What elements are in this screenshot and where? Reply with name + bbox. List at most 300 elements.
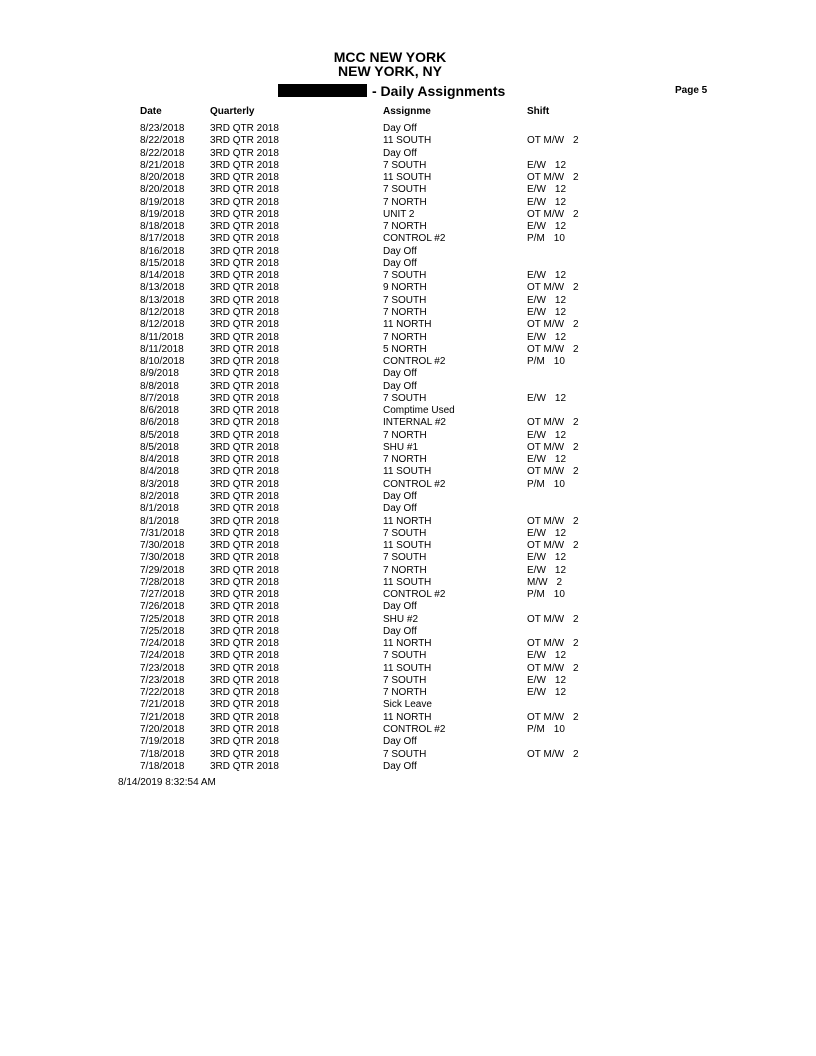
cell-assignment: 7 NORTH: [383, 196, 427, 208]
cell-date: 8/7/2018: [140, 392, 179, 404]
cell-date: 7/18/2018: [140, 748, 185, 760]
cell-date: 8/9/2018: [140, 368, 179, 380]
cell-quarterly: 3RD QTR 2018: [210, 429, 279, 441]
table-row: [0, 528, 816, 540]
cell-quarterly: 3RD QTR 2018: [210, 135, 279, 147]
cell-date: 8/22/2018: [140, 147, 185, 159]
cell-quarterly: 3RD QTR 2018: [210, 282, 279, 294]
cell-assignment: Day Off: [383, 736, 417, 748]
cell-shift-code: E/W: [527, 552, 546, 564]
cell-shift-code: OT M/W: [527, 441, 565, 453]
table-row: [0, 197, 816, 209]
cell-shift-code: E/W: [527, 159, 546, 171]
cell-shift-code: E/W: [527, 306, 546, 318]
cell-quarterly: 3RD QTR 2018: [210, 576, 279, 588]
cell-date: 7/20/2018: [140, 724, 185, 736]
cell-quarterly: 3RD QTR 2018: [210, 711, 279, 723]
cell-shift: [527, 430, 566, 442]
cell-shift: [527, 749, 579, 761]
cell-date: 7/22/2018: [140, 687, 185, 699]
cell-shift: [527, 601, 536, 613]
cell-shift-code: P/M: [527, 589, 545, 601]
cell-assignment: Day Off: [383, 123, 417, 134]
table-row: [0, 626, 816, 638]
cell-shift-code: M/W: [527, 576, 548, 588]
cell-shift-code: OT M/W: [527, 748, 565, 760]
cell-quarterly: 3RD QTR 2018: [210, 466, 279, 478]
cell-quarterly: 3RD QTR 2018: [210, 368, 279, 380]
table-row: [0, 552, 816, 564]
cell-assignment: 9 NORTH: [383, 282, 427, 294]
cell-shift-code: E/W: [527, 270, 546, 282]
cell-date: 7/24/2018: [140, 650, 185, 662]
cell-shift: [527, 699, 536, 711]
cell-assignment: 7 SOUTH: [383, 294, 427, 306]
cell-date: 8/21/2018: [140, 159, 185, 171]
cell-assignment: 11 NORTH: [383, 515, 432, 527]
cell-assignment: Day Off: [383, 601, 417, 613]
cell-date: 8/20/2018: [140, 184, 185, 196]
report-title: - Daily Assignments: [372, 83, 506, 99]
cell-shift: [527, 307, 566, 319]
cell-shift-hours: 12: [554, 331, 567, 343]
cell-shift: [527, 479, 565, 491]
table-row: [0, 589, 816, 601]
cell-assignment: 7 SOUTH: [383, 552, 427, 564]
cell-shift-code: OT M/W: [527, 343, 565, 355]
cell-shift-hours: 2: [573, 613, 579, 625]
cell-assignment: CONTROL #2: [383, 356, 446, 368]
table-row: [0, 503, 816, 515]
cell-shift-code: E/W: [527, 650, 546, 662]
table-row: [0, 565, 816, 577]
column-header-quarterly: Quarterly: [210, 106, 255, 117]
cell-date: 7/25/2018: [140, 613, 185, 625]
cell-date: 8/6/2018: [140, 417, 179, 429]
cell-date: 8/2/2018: [140, 490, 179, 502]
cell-date: 8/13/2018: [140, 282, 185, 294]
cell-quarterly: 3RD QTR 2018: [210, 392, 279, 404]
cell-shift: [527, 626, 536, 638]
table-row: [0, 577, 816, 589]
cell-shift-hours: 12: [554, 196, 567, 208]
cell-quarterly: 3RD QTR 2018: [210, 331, 279, 343]
cell-quarterly: 3RD QTR 2018: [210, 564, 279, 576]
cell-shift: [527, 381, 536, 393]
cell-quarterly: 3RD QTR 2018: [210, 270, 279, 282]
table-row: [0, 393, 816, 405]
cell-shift-hours: 12: [554, 564, 567, 576]
cell-shift: [527, 258, 536, 270]
cell-assignment: 7 SOUTH: [383, 184, 427, 196]
cell-shift-code: E/W: [527, 454, 546, 466]
cell-date: 8/1/2018: [140, 515, 179, 527]
cell-shift: [527, 724, 565, 736]
cell-shift-code: E/W: [527, 674, 546, 686]
cell-quarterly: 3RD QTR 2018: [210, 515, 279, 527]
cell-assignment: 11 SOUTH: [383, 172, 432, 184]
cell-shift-hours: 2: [573, 172, 579, 184]
cell-assignment: 7 NORTH: [383, 454, 427, 466]
cell-assignment: 11 SOUTH: [383, 135, 432, 147]
cell-shift-code: OT M/W: [527, 613, 565, 625]
cell-date: 7/28/2018: [140, 576, 185, 588]
cell-shift-code: P/M: [527, 356, 545, 368]
cell-shift: [527, 160, 566, 172]
cell-shift: [527, 614, 579, 626]
cell-shift: [527, 319, 579, 331]
cell-date: 7/19/2018: [140, 736, 185, 748]
cell-shift: [527, 282, 579, 294]
cell-shift: [527, 565, 566, 577]
cell-assignment: CONTROL #2: [383, 478, 446, 490]
cell-date: 8/11/2018: [140, 343, 184, 355]
cell-quarterly: 3RD QTR 2018: [210, 552, 279, 564]
cell-quarterly: 3RD QTR 2018: [210, 306, 279, 318]
cell-assignment: INTERNAL #2: [383, 417, 446, 429]
cell-date: 8/12/2018: [140, 306, 185, 318]
cell-quarterly: 3RD QTR 2018: [210, 687, 279, 699]
cell-shift-hours: 12: [554, 294, 567, 306]
cell-quarterly: 3RD QTR 2018: [210, 441, 279, 453]
cell-shift-hours: 12: [554, 221, 567, 233]
facility-name: MCC NEW YORK: [333, 49, 447, 65]
cell-date: 8/4/2018: [140, 454, 179, 466]
table-row: [0, 381, 816, 393]
cell-quarterly: 3RD QTR 2018: [210, 257, 279, 269]
cell-shift-hours: 12: [554, 429, 567, 441]
cell-quarterly: 3RD QTR 2018: [210, 172, 279, 184]
cell-assignment: UNIT 2: [383, 208, 415, 220]
cell-shift-code: OT M/W: [527, 711, 565, 723]
cell-shift-code: OT M/W: [527, 662, 565, 674]
cell-shift-hours: 12: [554, 687, 567, 699]
cell-shift-hours: 12: [554, 674, 567, 686]
cell-shift-code: E/W: [527, 221, 546, 233]
cell-assignment: 11 SOUTH: [383, 662, 432, 674]
cell-assignment: SHU #2: [383, 613, 419, 625]
cell-shift-hours: 12: [554, 184, 567, 196]
cell-assignment: Day Off: [383, 625, 417, 637]
cell-shift: [527, 712, 579, 724]
cell-date: 8/11/2018: [140, 331, 184, 343]
cell-shift: [527, 577, 562, 589]
cell-assignment: 11 NORTH: [383, 711, 432, 723]
cell-shift-code: E/W: [527, 294, 546, 306]
cell-date: 8/19/2018: [140, 196, 185, 208]
cell-assignment: CONTROL #2: [383, 233, 446, 245]
cell-date: 8/5/2018: [140, 429, 179, 441]
table-row: [0, 233, 816, 245]
table-row: [0, 123, 816, 135]
table-row: [0, 699, 816, 711]
cell-quarterly: 3RD QTR 2018: [210, 478, 279, 490]
cell-assignment: CONTROL #2: [383, 589, 446, 601]
cell-shift: [527, 650, 566, 662]
cell-quarterly: 3RD QTR 2018: [210, 184, 279, 196]
cell-shift: [527, 295, 566, 307]
cell-shift: [527, 442, 579, 454]
cell-assignment: CONTROL #2: [383, 724, 446, 736]
table-row: [0, 282, 816, 294]
cell-shift: [527, 687, 566, 699]
cell-shift: [527, 454, 566, 466]
cell-quarterly: 3RD QTR 2018: [210, 601, 279, 613]
table-row: [0, 479, 816, 491]
cell-quarterly: 3RD QTR 2018: [210, 294, 279, 306]
table-row: [0, 417, 816, 429]
cell-shift: [527, 503, 536, 515]
cell-date: 8/15/2018: [140, 257, 185, 269]
cell-shift: [527, 270, 566, 282]
cell-shift-code: E/W: [527, 184, 546, 196]
cell-quarterly: 3RD QTR 2018: [210, 748, 279, 760]
cell-assignment: 7 SOUTH: [383, 270, 427, 282]
cell-assignment: Day Off: [383, 257, 417, 269]
cell-shift: [527, 368, 536, 380]
cell-date: 7/24/2018: [140, 638, 185, 650]
cell-shift-hours: 12: [554, 527, 567, 539]
cell-assignment: 5 NORTH: [383, 343, 427, 355]
cell-shift-code: OT M/W: [527, 466, 565, 478]
cell-shift-code: E/W: [527, 687, 546, 699]
cell-shift: [527, 552, 566, 564]
cell-quarterly: 3RD QTR 2018: [210, 159, 279, 171]
table-row: [0, 319, 816, 331]
cell-date: 8/10/2018: [140, 356, 185, 368]
cell-shift: [527, 663, 579, 675]
cell-date: 8/6/2018: [140, 405, 179, 417]
table-row: [0, 307, 816, 319]
table-row: [0, 368, 816, 380]
cell-date: 8/14/2018: [140, 270, 185, 282]
cell-date: 8/22/2018: [140, 135, 185, 147]
table-row: [0, 466, 816, 478]
cell-quarterly: 3RD QTR 2018: [210, 503, 279, 515]
table-row: [0, 209, 816, 221]
cell-shift: [527, 209, 579, 221]
cell-shift: [527, 528, 566, 540]
cell-quarterly: 3RD QTR 2018: [210, 454, 279, 466]
cell-assignment: 11 SOUTH: [383, 540, 432, 552]
cell-shift-hours: 12: [554, 454, 567, 466]
cell-date: 7/31/2018: [140, 527, 185, 539]
table-row: [0, 454, 816, 466]
cell-shift-hours: 10: [553, 233, 565, 245]
table-row: [0, 516, 816, 528]
cell-date: 8/20/2018: [140, 172, 185, 184]
cell-shift: [527, 356, 565, 368]
table-row: [0, 540, 816, 552]
cell-shift: [527, 589, 565, 601]
cell-quarterly: 3RD QTR 2018: [210, 208, 279, 220]
cell-date: 7/21/2018: [140, 699, 185, 711]
cell-quarterly: 3RD QTR 2018: [210, 123, 279, 134]
cell-shift: [527, 344, 579, 356]
cell-shift-hours: 2: [573, 343, 579, 355]
cell-shift: [527, 516, 579, 528]
table-row: [0, 184, 816, 196]
cell-quarterly: 3RD QTR 2018: [210, 699, 279, 711]
table-row: [0, 405, 816, 417]
cell-quarterly: 3RD QTR 2018: [210, 319, 279, 331]
cell-assignment: 7 NORTH: [383, 306, 427, 318]
cell-shift-hours: 10: [553, 356, 565, 368]
cell-shift-code: OT M/W: [527, 417, 565, 429]
cell-assignment: 7 SOUTH: [383, 527, 427, 539]
cell-shift-code: E/W: [527, 527, 546, 539]
cell-quarterly: 3RD QTR 2018: [210, 233, 279, 245]
cell-quarterly: 3RD QTR 2018: [210, 724, 279, 736]
table-row: [0, 601, 816, 613]
table-row: [0, 246, 816, 258]
cell-date: 8/4/2018: [140, 466, 179, 478]
cell-shift-code: E/W: [527, 429, 546, 441]
cell-shift-code: OT M/W: [527, 135, 565, 147]
table-row: [0, 712, 816, 724]
facility-location: NEW YORK, NY: [338, 63, 442, 79]
cell-shift-code: P/M: [527, 233, 545, 245]
table-row: [0, 172, 816, 184]
cell-shift: [527, 123, 536, 135]
cell-assignment: 7 SOUTH: [383, 159, 427, 171]
cell-date: 7/25/2018: [140, 625, 185, 637]
cell-shift-hours: 2: [573, 515, 579, 527]
cell-shift: [527, 405, 536, 417]
cell-quarterly: 3RD QTR 2018: [210, 356, 279, 368]
cell-assignment: SHU #1: [383, 441, 419, 453]
cell-quarterly: 3RD QTR 2018: [210, 589, 279, 601]
cell-quarterly: 3RD QTR 2018: [210, 343, 279, 355]
print-timestamp: 8/14/2019 8:32:54 AM: [118, 777, 216, 788]
table-row: [0, 675, 816, 687]
table-row: [0, 295, 816, 307]
cell-date: 7/30/2018: [140, 540, 185, 552]
table-row: [0, 148, 816, 160]
cell-shift: [527, 540, 579, 552]
cell-shift: [527, 761, 536, 773]
cell-date: 8/5/2018: [140, 441, 179, 453]
cell-date: 8/12/2018: [140, 319, 185, 331]
cell-assignment: Day Off: [383, 760, 417, 772]
cell-shift-code: P/M: [527, 724, 545, 736]
column-header-shift: Shift: [527, 106, 550, 117]
cell-quarterly: 3RD QTR 2018: [210, 527, 279, 539]
redacted-name-box: [278, 84, 367, 97]
cell-quarterly: 3RD QTR 2018: [210, 540, 279, 552]
cell-shift-hours: 2: [573, 748, 579, 760]
cell-shift-hours: 2: [573, 282, 579, 294]
table-row: [0, 638, 816, 650]
cell-quarterly: 3RD QTR 2018: [210, 650, 279, 662]
cell-shift-hours: 2: [573, 208, 579, 220]
cell-shift-hours: 2: [573, 319, 579, 331]
cell-shift: [527, 148, 536, 160]
table-row: [0, 356, 816, 368]
cell-shift-code: OT M/W: [527, 319, 565, 331]
cell-shift-code: E/W: [527, 331, 546, 343]
cell-assignment: 7 SOUTH: [383, 748, 427, 760]
page-number: Page 5: [675, 85, 708, 96]
cell-date: 7/23/2018: [140, 662, 185, 674]
cell-shift: [527, 466, 579, 478]
cell-shift-code: OT M/W: [527, 282, 565, 294]
table-row: [0, 736, 816, 748]
cell-assignment: Day Off: [383, 490, 417, 502]
table-row: [0, 491, 816, 503]
table-row: [0, 687, 816, 699]
cell-quarterly: 3RD QTR 2018: [210, 613, 279, 625]
cell-shift-hours: 2: [573, 441, 579, 453]
cell-shift-hours: 12: [554, 650, 567, 662]
cell-shift-hours: 12: [554, 270, 567, 282]
cell-shift: [527, 197, 566, 209]
cell-shift: [527, 638, 579, 650]
cell-shift: [527, 233, 565, 245]
cell-assignment: 7 NORTH: [383, 331, 427, 343]
cell-shift-hours: 12: [554, 552, 567, 564]
cell-quarterly: 3RD QTR 2018: [210, 245, 279, 257]
cell-shift-code: E/W: [527, 564, 546, 576]
cell-shift: [527, 675, 566, 687]
cell-shift-hours: 12: [554, 392, 567, 404]
cell-shift-code: OT M/W: [527, 172, 565, 184]
cell-shift-code: E/W: [527, 392, 546, 404]
cell-assignment: 7 NORTH: [383, 564, 427, 576]
cell-date: 8/16/2018: [140, 245, 185, 257]
cell-assignment: Day Off: [383, 245, 417, 257]
cell-shift-hours: 2: [573, 417, 579, 429]
cell-date: 8/1/2018: [140, 503, 179, 515]
cell-date: 8/18/2018: [140, 221, 185, 233]
cell-date: 8/13/2018: [140, 294, 185, 306]
cell-date: 8/19/2018: [140, 208, 185, 220]
table-row: [0, 344, 816, 356]
cell-shift: [527, 332, 566, 344]
table-row: [0, 724, 816, 736]
cell-date: 8/8/2018: [140, 380, 179, 392]
cell-assignment: 7 NORTH: [383, 687, 427, 699]
cell-date: 7/26/2018: [140, 601, 185, 613]
cell-shift: [527, 135, 579, 147]
column-header-date: Date: [140, 106, 162, 117]
cell-quarterly: 3RD QTR 2018: [210, 674, 279, 686]
cell-shift-hours: 12: [554, 159, 567, 171]
cell-date: 7/27/2018: [140, 589, 185, 601]
cell-shift-hours: 2: [573, 466, 579, 478]
cell-assignment: 7 SOUTH: [383, 392, 427, 404]
cell-quarterly: 3RD QTR 2018: [210, 380, 279, 392]
table-row: [0, 749, 816, 761]
column-header-assignment: Assignme: [383, 106, 431, 117]
cell-quarterly: 3RD QTR 2018: [210, 417, 279, 429]
cell-shift: [527, 417, 579, 429]
cell-shift-code: OT M/W: [527, 208, 565, 220]
cell-date: 8/17/2018: [140, 233, 185, 245]
cell-shift-code: OT M/W: [527, 540, 565, 552]
cell-assignment: 7 NORTH: [383, 221, 427, 233]
cell-shift-hours: 10: [553, 478, 565, 490]
cell-shift-hours: 2: [573, 540, 579, 552]
cell-quarterly: 3RD QTR 2018: [210, 196, 279, 208]
cell-quarterly: 3RD QTR 2018: [210, 625, 279, 637]
cell-assignment: 7 SOUTH: [383, 674, 427, 686]
cell-assignment: 11 SOUTH: [383, 576, 432, 588]
cell-quarterly: 3RD QTR 2018: [210, 760, 279, 772]
cell-shift: [527, 221, 566, 233]
cell-quarterly: 3RD QTR 2018: [210, 147, 279, 159]
cell-assignment: Day Off: [383, 503, 417, 515]
